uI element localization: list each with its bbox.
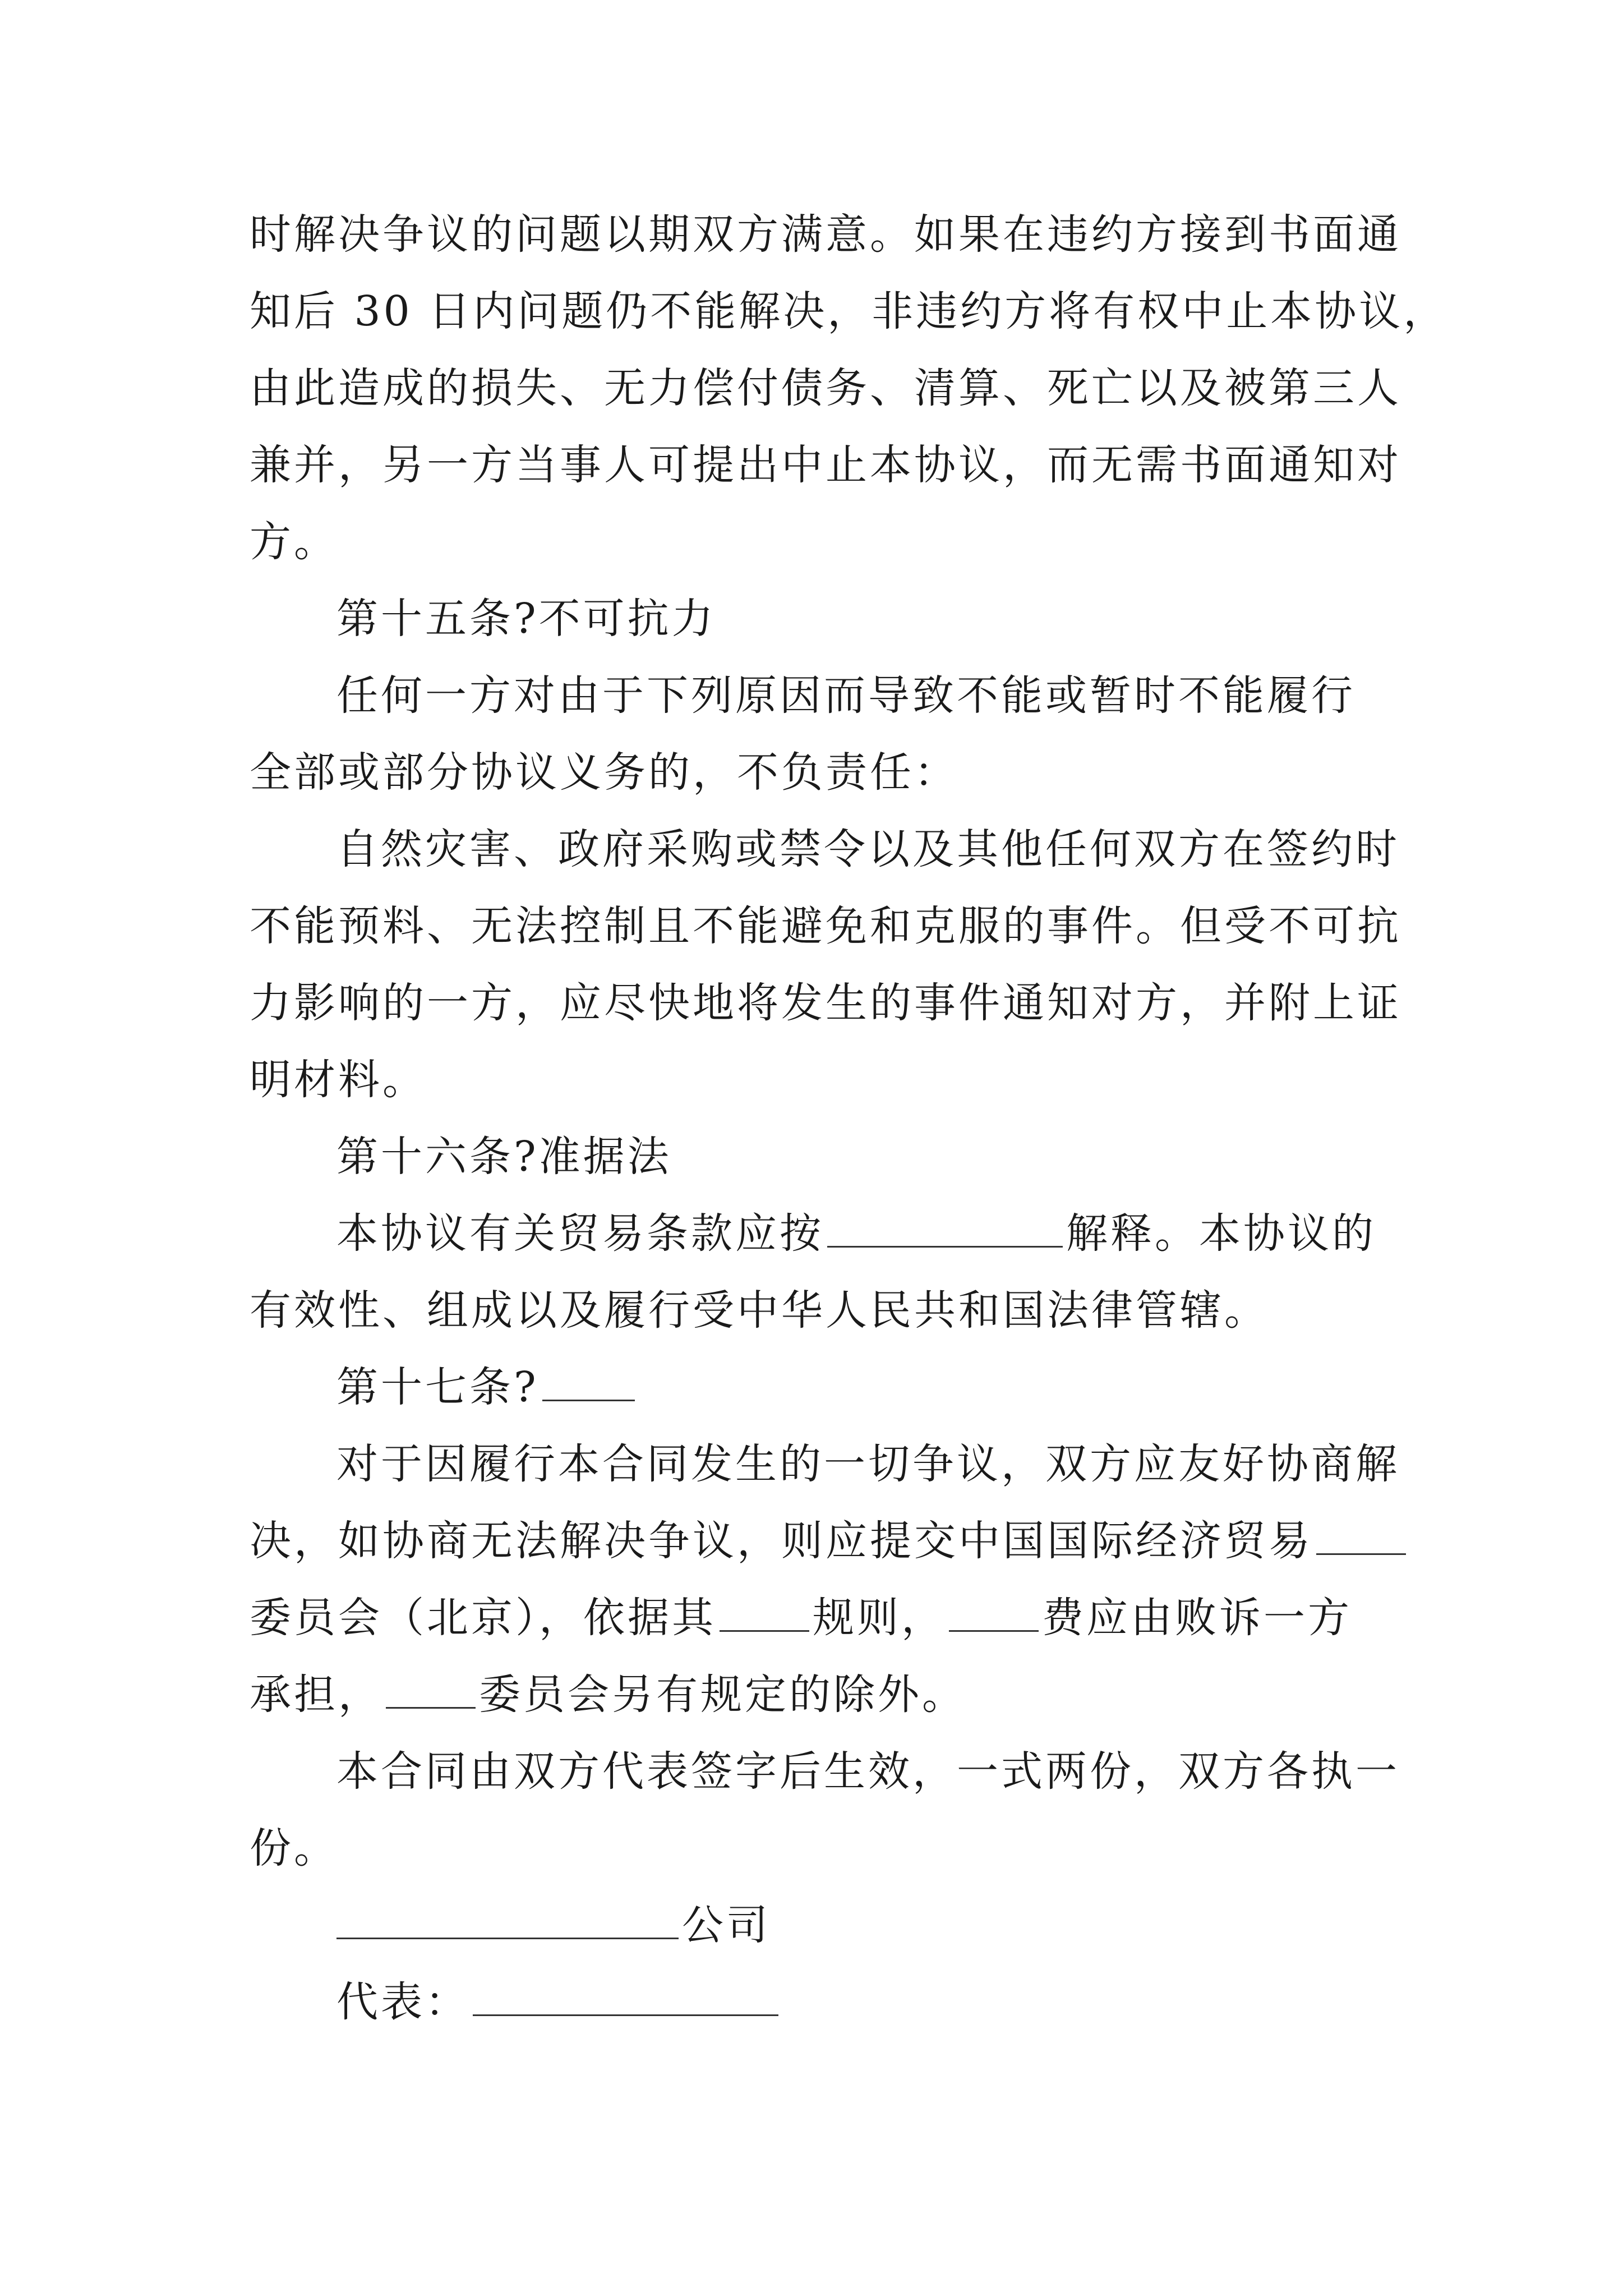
article-17-text: 决，如协商无法解决争议，则应提交中国国际经济贸易 (250, 1517, 1313, 1565)
article-17-paragraph: 对于因履行本合同发生的一切争议，双方应友好协商解 (336, 1440, 1400, 1488)
article-15-paragraph: 明材料。 (250, 1056, 427, 1104)
article-15-paragraph: 不能预料、无法控制且不能避免和克服的事件。但受不可抗 (250, 902, 1401, 950)
article-16-text: 本协议有关贸易条款应按 (336, 1209, 824, 1258)
article-15-paragraph: 全部或部分协议义务的，不负责任： (250, 748, 958, 797)
body-line: 由此造成的损失、无力偿付债务、清算、死亡以及被第三人 (250, 364, 1401, 412)
body-line: 时解决争议的问题以期双方满意。如果在违约方接到书面通 (250, 210, 1401, 259)
article-17-heading (336, 1359, 638, 1415)
article-17-paragraph (250, 1513, 1409, 1569)
fill-in-blank[interactable] (827, 1210, 1063, 1248)
article-15-paragraph: 力影响的一方，应尽快地将发生的事件通知对方，并附上证 (250, 979, 1401, 1027)
article-16-paragraph (336, 1205, 1376, 1262)
representative-signature-line (336, 1974, 782, 2030)
representative-label: 代表： (336, 1978, 469, 2026)
article-17-paragraph (250, 1667, 966, 1723)
article-17-paragraph (250, 1590, 1352, 1646)
company-suffix: 公司 (682, 1901, 771, 1949)
fill-in-blank[interactable] (542, 1364, 635, 1401)
article-17-text: 规则， (813, 1594, 946, 1642)
fill-in-blank[interactable] (720, 1594, 809, 1632)
article-16-heading: 第十六条?准据法 (336, 1133, 672, 1181)
article-17-text: 委员会另有规定的除外。 (479, 1671, 966, 1719)
fill-in-blank[interactable] (1316, 1517, 1406, 1555)
body-line: 方。 (250, 518, 338, 566)
article-15-paragraph: 任何一方对由于下列原因而导致不能或暂时不能履行 (336, 671, 1355, 720)
article-15-heading: 第十五条?不可抗力 (336, 595, 716, 643)
article-16-text: 解释。本协议的 (1066, 1209, 1376, 1258)
company-name-blank[interactable] (336, 1902, 679, 1939)
company-signature-line (336, 1897, 771, 1953)
closing-paragraph: 份。 (250, 1824, 338, 1872)
body-line: 知后 30 日内问题仍不能解决，非违约方将有权中止本协议， (250, 287, 1448, 335)
article-15-paragraph: 自然灾害、政府采购或禁令以及其他任何双方在签约时 (336, 825, 1400, 873)
article-16-paragraph: 有效性、组成以及履行受中华人民共和国法律管辖。 (250, 1286, 1269, 1335)
fill-in-blank[interactable] (386, 1671, 476, 1709)
closing-paragraph: 本合同由双方代表签字后生效，一式两份，双方各执一 (336, 1747, 1400, 1796)
article-17-heading-text: 第十七条? (336, 1363, 539, 1411)
article-17-text: 费应由败诉一方 (1042, 1594, 1352, 1642)
representative-name-blank[interactable] (473, 1978, 778, 2016)
body-line: 兼并，另一方当事人可提出中止本协议，而无需书面通知对 (250, 441, 1401, 489)
article-17-text: 承担， (250, 1671, 382, 1719)
article-17-text: 委员会（北京），依据其 (250, 1594, 716, 1642)
fill-in-blank[interactable] (949, 1594, 1039, 1632)
